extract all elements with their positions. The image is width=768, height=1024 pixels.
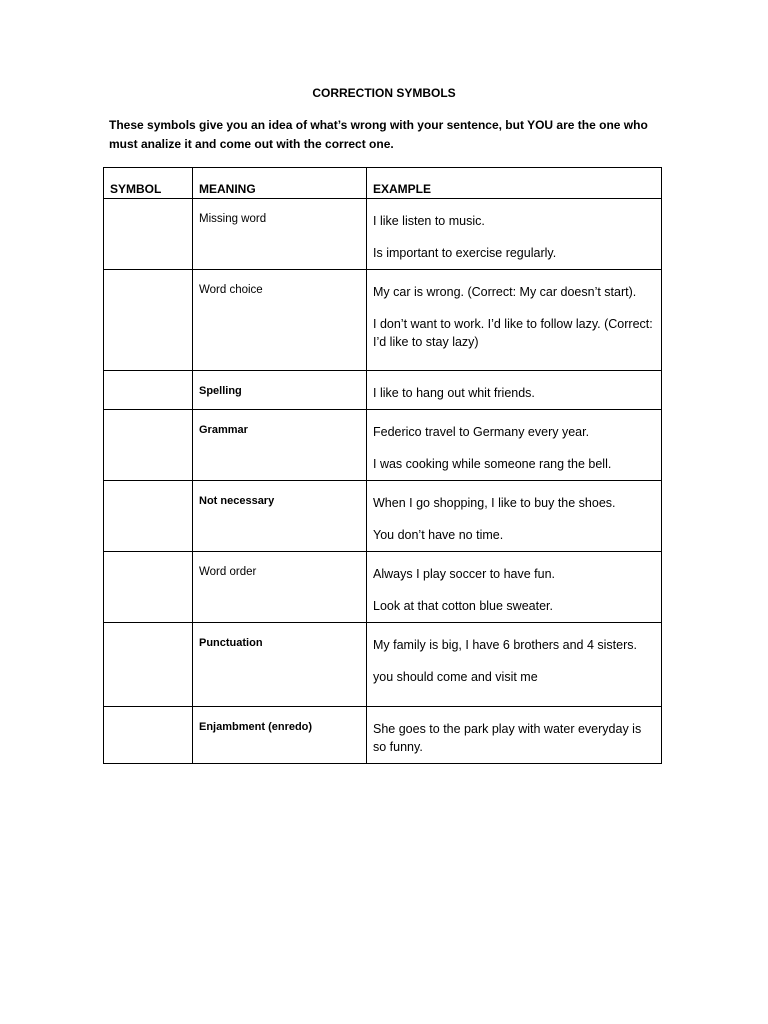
example-line: Federico travel to Germany every year. — [373, 425, 590, 439]
symbol-cell — [104, 270, 193, 371]
meaning-cell: Missing word — [193, 199, 367, 270]
table-row — [104, 199, 662, 270]
meaning-cell: Word choice — [193, 270, 367, 371]
example-line: I like listen to music. — [373, 214, 485, 228]
meaning-cell: Grammar — [193, 410, 367, 481]
page-title: CORRECTION SYMBOLS — [312, 86, 456, 100]
example-cell — [367, 371, 662, 410]
table-header-row — [104, 168, 662, 199]
header-symbol: SYMBOL — [104, 168, 193, 199]
example-line: She goes to the park play with water everyday is so funny. — [373, 722, 642, 754]
example-line: Always I play soccer to have fun. — [373, 567, 556, 581]
meaning-cell: Punctuation — [193, 623, 367, 707]
example-line: I don’t want to work. I’d like to follow lazy. (Correct: I’d like to stay lazy) — [373, 317, 653, 349]
symbol-cell — [104, 199, 193, 270]
example-cell — [367, 199, 662, 270]
example-line: My car is wrong. (Correct: My car doesn’t start). — [373, 285, 637, 299]
example-line: I like to hang out whit friends. — [373, 386, 535, 400]
example-cell — [367, 552, 662, 623]
symbol-cell — [104, 707, 193, 764]
meaning-cell: Not necessary — [193, 481, 367, 552]
header-example: EXAMPLE — [367, 168, 662, 199]
table-row — [104, 552, 662, 623]
table-row — [104, 481, 662, 552]
symbol-cell — [104, 410, 193, 481]
symbol-cell — [104, 552, 193, 623]
example-line: you should come and visit me — [373, 670, 538, 684]
intro-paragraph: These symbols give you an idea of what’s wrong with your sentence, but YOU are the one who must analize it and come out with the correct one. — [109, 118, 648, 151]
symbol-cell — [104, 371, 193, 410]
table-row — [104, 270, 662, 371]
meaning-cell: Word order — [193, 552, 367, 623]
table-row — [104, 371, 662, 410]
example-line: When I go shopping, I like to buy the shoes. — [373, 496, 616, 510]
example-line: Is important to exercise regularly. — [373, 246, 557, 260]
example-cell — [367, 270, 662, 371]
meaning-cell: Enjambment (enredo) — [193, 707, 367, 764]
example-line: My family is big, I have 6 brothers and 4 sisters. — [373, 638, 637, 652]
symbol-cell — [104, 623, 193, 707]
example-cell — [367, 623, 662, 707]
symbol-cell — [104, 481, 193, 552]
example-cell — [367, 707, 662, 764]
table-row — [104, 410, 662, 481]
example-cell — [367, 410, 662, 481]
correction-symbols-table — [103, 167, 662, 764]
example-cell — [367, 481, 662, 552]
table-row — [104, 623, 662, 707]
example-line: Look at that cotton blue sweater. — [373, 599, 553, 613]
meaning-cell: Spelling — [193, 371, 367, 410]
example-line: You don’t have no time. — [373, 528, 504, 542]
example-line: I was cooking while someone rang the bell. — [373, 457, 612, 471]
table-row — [104, 707, 662, 764]
header-meaning: MEANING — [193, 168, 367, 199]
